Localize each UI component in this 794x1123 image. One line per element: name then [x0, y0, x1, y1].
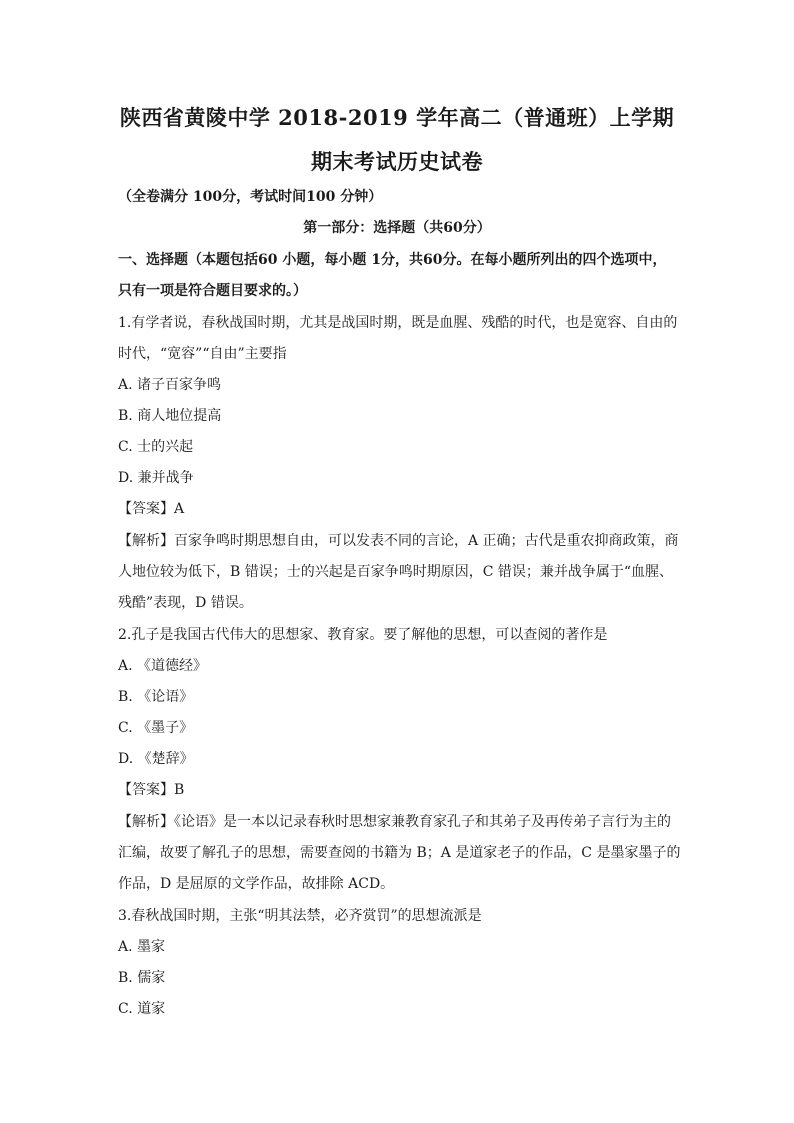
section-heading-line-2: 只有一项是符合题目要求的。） [118, 283, 307, 299]
q1-analysis-line-2: 人地位较为低下，B 错误；士的兴起是百家争鸣时期原因，C 错误；兼并战争属于“血腥、 [118, 564, 674, 580]
q2-analysis-line-1: 【解析】《论语》是一本以记录春秋时思想家兼教育家孔子和其弟子及再传弟子言行为主的 [118, 814, 671, 830]
q2-answer: 【答案】B [118, 782, 185, 798]
q1-answer: 【答案】A [118, 501, 185, 517]
q1-option-d: D. 兼并战争 [118, 470, 194, 486]
page-title: 陕西省黄陵中学 2018-2019 学年高二（普通班）上学期 [119, 105, 675, 130]
q3-option-c: C. 道家 [118, 1001, 166, 1017]
q3-option-b: B. 儒家 [118, 970, 166, 986]
q1-option-c: C. 士的兴起 [118, 439, 194, 455]
q1-option-b: B. 商人地位提高 [118, 408, 222, 424]
section-heading-line-1: 一、选择题（本题包括60 小题，每小题 1分，共60分。在每小题所列出的四个选项中， [118, 252, 667, 268]
q1-analysis-line-3: 残酷”表现，D 错误。 [118, 595, 253, 611]
q1-option-a: A. 诸子百家争鸣 [118, 377, 222, 393]
q2-stem-line-1: 2.孔子是我国古代伟大的思想家、教育家。要了解他的思想，可以查阅的著作是 [118, 627, 608, 643]
q3-stem-line-1: 3.春秋战国时期，主张“明其法禁，必齐赏罚”的思想流派是 [118, 908, 482, 924]
exam-info: （全卷满分 100分，考试时间100 分钟） [118, 189, 383, 205]
part-heading: 第一部分：选择题（共60分） [303, 220, 491, 236]
q1-stem-line-2: 时代，“宽容”“自由”主要指 [118, 346, 287, 362]
q2-analysis-line-3: 作品，D 是屈原的文学作品，故排除 ACD。 [118, 876, 395, 892]
q3-option-a: A. 墨家 [118, 939, 166, 955]
q1-stem-line-1: 1.有学者说，春秋战国时期，尤其是战国时期，既是血腥、残酷的时代，也是宽容、自由的 [118, 315, 678, 331]
page-subtitle: 期末考试历史试卷 [311, 149, 483, 174]
q2-option-c: C. 《墨子》 [118, 720, 194, 736]
q2-analysis-line-2: 汇编，故要了解孔子的思想，需要查阅的书籍为 B；A 是道家老子的作品，C 是墨家墨子的 [118, 845, 681, 861]
q2-option-b: B. 《论语》 [118, 689, 194, 705]
q1-analysis-line-1: 【解析】百家争鸣时期思想自由，可以发表不同的言论，A 正确；古代是重农抑商政策，商 [118, 533, 679, 549]
q2-option-d: D. 《楚辞》 [118, 751, 194, 767]
q2-option-a: A. 《道德经》 [118, 658, 208, 674]
